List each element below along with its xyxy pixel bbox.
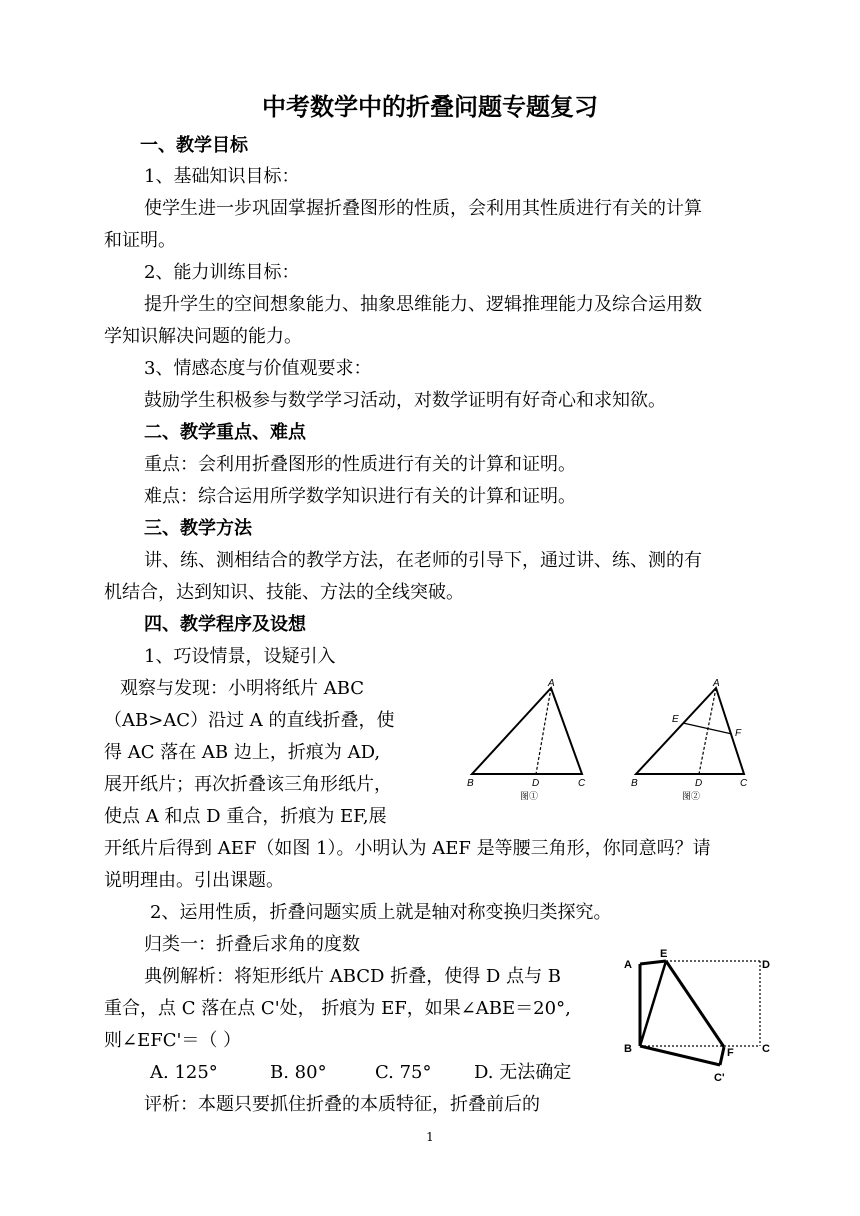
text-line: 3、情感态度与价值观要求： xyxy=(144,358,372,379)
edge-be xyxy=(640,961,666,1046)
figure-caption-1: 图① xyxy=(520,791,539,801)
point-label-c-prime: C' xyxy=(714,1072,725,1084)
text-line: 和证明。 xyxy=(104,230,176,251)
text-line: 得 AC 落在 AB 边上，折痕为 AD, xyxy=(104,742,381,763)
text-line: 1、基础知识目标： xyxy=(144,166,300,187)
edge-ae xyxy=(640,961,666,964)
text-line: 2、能力训练目标： xyxy=(144,262,300,283)
section-heading: 四、教学程序及设想 xyxy=(144,614,306,635)
point-label-c: C xyxy=(578,778,586,789)
point-label-b-2: B xyxy=(631,778,638,789)
edge-bc-prime xyxy=(640,1046,720,1065)
point-label-e-3: E xyxy=(660,948,668,960)
text-line: 讲、练、测相结合的教学方法，在老师的引导下，通过讲、练、测的有 xyxy=(144,550,702,571)
point-label-a-3: A xyxy=(624,959,632,971)
edge-c-prime-f xyxy=(720,1047,724,1065)
text-line: 机结合，达到知识、技能、方法的全线突破。 xyxy=(104,582,464,603)
point-label-e: E xyxy=(672,714,679,725)
text-line: 展开纸片；再次折叠该三角形纸片， xyxy=(104,774,392,795)
text-line: 开纸片后得到 AEF（如图 1）。小明认为 AEF 是等腰三角形，你同意吗？请 xyxy=(104,838,711,859)
text-line: 评析：本题只要抓住折叠的本质特征，折叠前后的 xyxy=(144,1094,540,1115)
point-label-a: A xyxy=(548,678,555,689)
point-label-d: D xyxy=(532,778,540,789)
point-label-d-3: D xyxy=(762,959,770,971)
text-line: 学知识解决问题的能力。 xyxy=(104,326,302,347)
triangle-figure-2 xyxy=(626,676,760,802)
text-line: D. 无法确定 xyxy=(474,1062,572,1083)
point-label-b-3: B xyxy=(624,1043,632,1055)
triangle-abc xyxy=(472,688,582,774)
text-line: 2、运用性质，折叠问题实质上就是轴对称变换归类探究。 xyxy=(150,902,612,923)
text-line: 典例解析：将矩形纸片 ABCD 折叠，使得 D 点与 B xyxy=(144,966,562,987)
section-heading: 三、教学方法 xyxy=(144,518,252,539)
page-number: 1 xyxy=(426,1130,434,1144)
point-label-f: F xyxy=(735,728,742,739)
text-line: 使学生进一步巩固掌握折叠图形的性质，会利用其性质进行有关的计算 xyxy=(144,198,702,219)
text-line: 提升学生的空间想象能力、抽象思维能力、逻辑推理能力及综合运用数 xyxy=(144,294,702,315)
rectangle-fold-figure xyxy=(612,940,784,1090)
point-label-a-2: A xyxy=(713,678,720,689)
section-heading: 二、教学重点、难点 xyxy=(144,422,306,443)
text-line: 观察与发现：小明将纸片 ABC xyxy=(120,678,365,699)
text-line: 难点：综合运用所学数学知识进行有关的计算和证明。 xyxy=(144,486,576,507)
point-label-c-3: C xyxy=(762,1043,770,1055)
point-label-f-3: F xyxy=(727,1047,734,1059)
text-line: B. 80° xyxy=(270,1062,327,1083)
text-line: 归类一：折叠后求角的度数 xyxy=(144,934,360,955)
text-line: 说明理由。引出课题。 xyxy=(104,870,284,891)
figure-caption-2: 图② xyxy=(682,791,701,801)
text-line: （AB>AC）沿过 A 的直线折叠，使 xyxy=(104,710,395,731)
text-line: 重点：会利用折叠图形的性质进行有关的计算和证明。 xyxy=(144,454,576,475)
crease-ef-3 xyxy=(666,961,724,1047)
point-label-d-2: D xyxy=(695,778,703,789)
text-line: C. 75° xyxy=(375,1062,432,1083)
text-line: 鼓励学生积极参与数学学习活动，对数学证明有好奇心和求知欲。 xyxy=(144,390,666,411)
text-line: 重合，点 C 落在点 C'处， 折痕为 EF，如果∠ABE＝20°, xyxy=(104,998,571,1019)
text-line: A. 125° xyxy=(150,1062,218,1083)
triangle-figure-1 xyxy=(462,676,600,802)
triangle-abc-2 xyxy=(636,688,744,774)
text-line: 1、巧设情景，设疑引入 xyxy=(144,646,336,667)
text-line: 使点 A 和点 D 重合，折痕为 EF,展 xyxy=(104,806,387,827)
crease-ad-2 xyxy=(699,688,716,774)
section-heading: 一、教学目标 xyxy=(140,135,248,156)
point-label-b: B xyxy=(467,778,474,789)
page-title: 中考数学中的折叠问题专题复习 xyxy=(262,92,598,121)
point-label-c-2: C xyxy=(740,778,748,789)
text-line: 则∠EFC'＝（ ） xyxy=(104,1030,242,1051)
